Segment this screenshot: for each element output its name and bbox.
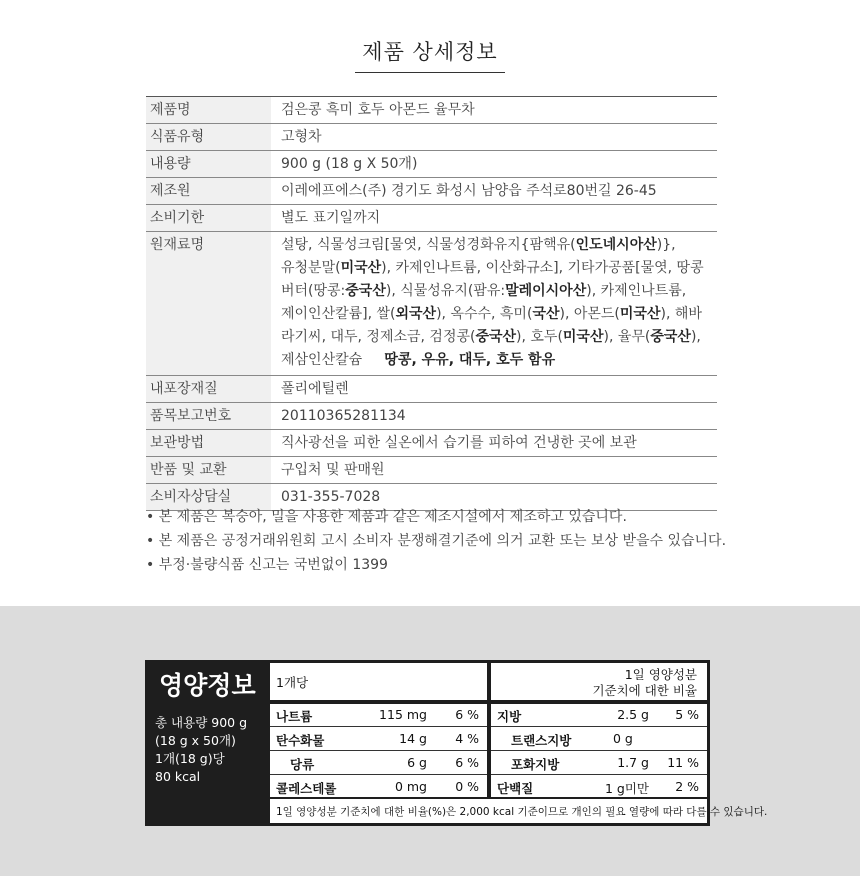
- nutrition-section: [0, 606, 860, 876]
- note-item: • 본 제품은 공정거래위원회 고시 소비자 분쟁해결기준에 의거 교환 또는 보상 받을수 있습니다.: [146, 533, 727, 549]
- per-serving: 1개(18 g)당: [155, 751, 225, 766]
- nutrition-title: 영양정보: [159, 671, 256, 700]
- table-row: [146, 457, 717, 484]
- nutrient-amount: 0 g: [613, 731, 633, 746]
- ingredients-line: 제이인산칼륨], 쌀(외국산), 옥수수, 흑미(국산), 아몬드(미국산), 해바: [281, 306, 702, 322]
- table-row: [146, 178, 717, 205]
- nutrition-right-table: [491, 663, 707, 797]
- row-value: 검은콩 흑미 호두 아몬드 율무차: [271, 97, 717, 124]
- row-value: 이레에프에스(주) 경기도 화성시 남양읍 주석로80번길 26-45: [271, 178, 717, 205]
- nutrient-name: 나트륨: [276, 709, 313, 724]
- nutrient-name: 탄수화물: [276, 733, 325, 748]
- row-value: 직사광선을 피한 실온에서 습기를 피하여 건냉한 곳에 보관: [271, 430, 717, 457]
- row-label: 반품 및 교환: [146, 457, 271, 484]
- nutrient-name: 포화지방: [511, 757, 560, 772]
- ingredients-line: 유청분말(미국산), 카제인나트륨, 이산화규소], 기타가공품[물엿, 땅콩: [281, 260, 704, 276]
- row-label: 소비기한: [146, 205, 271, 232]
- row-label: 식품유형: [146, 124, 271, 151]
- row-label: 내용량: [146, 151, 271, 178]
- nutrient-amount: 2.5 g: [617, 707, 649, 722]
- section-title: 제품 상세정보: [355, 36, 505, 73]
- row-value: 고형차: [271, 124, 717, 151]
- row-value: 폴리에틸렌: [271, 376, 717, 403]
- row-value: 900 g (18 g X 50개): [271, 151, 717, 178]
- nutrient-pct: 5 %: [675, 707, 699, 722]
- row-label: 품목보고번호: [146, 403, 271, 430]
- row-label: 소비자상담실: [146, 484, 271, 511]
- table-row: [146, 124, 717, 151]
- ingredients-line: 설탕, 식물성크림[물엿, 식물성경화유지{팜핵유(인도네시아산)},: [281, 237, 676, 253]
- dv-header: 기준치에 대한 비율: [592, 683, 697, 698]
- nutrient-pct: 0 %: [455, 779, 479, 794]
- nutrient-amount: 1 g미만: [604, 781, 649, 796]
- nutrient-name: 지방: [497, 709, 522, 724]
- total-content: 총 내용량 900 g: [155, 715, 248, 730]
- nutrition-footnote-box: [270, 799, 768, 823]
- nutrient-pct: 6 %: [455, 707, 479, 722]
- row-value: 031-355-7028: [271, 484, 717, 511]
- note-item: • 부정·불량식품 신고는 국번없이 1399: [146, 557, 388, 573]
- ingredients-line: 라기씨, 대두, 정제소금, 검정콩(중국산), 호두(미국산), 율무(중국산),: [281, 329, 701, 345]
- table-row: [146, 205, 717, 232]
- row-label: 내포장재질: [146, 376, 271, 403]
- nutrient-name: 단백질: [497, 781, 534, 796]
- row-label: 원재료명: [146, 232, 271, 376]
- notes-list: [146, 505, 746, 577]
- product-info-table: [146, 96, 717, 511]
- nutrition-label: [145, 660, 768, 826]
- nutrient-amount: 115 mg: [379, 707, 427, 722]
- nutrient-pct: 11 %: [667, 755, 699, 770]
- total-detail: (18 g x 50개): [155, 733, 236, 748]
- allergen-text: 땅콩, 우유, 대두, 호두 함유: [384, 352, 556, 368]
- nutrient-name: 트랜스지방: [511, 733, 572, 748]
- table-row: [146, 376, 717, 403]
- nutrition-left-table: [270, 663, 487, 797]
- table-row: [146, 97, 717, 124]
- row-label: 제품명: [146, 97, 271, 124]
- table-row: [146, 403, 717, 430]
- per-header: 1개당: [276, 675, 309, 690]
- nutrient-name: 당류: [290, 757, 315, 772]
- nutrient-amount: 14 g: [399, 731, 427, 746]
- nutrient-name: 콜레스테롤: [276, 781, 337, 796]
- nutrient-pct: 4 %: [455, 731, 479, 746]
- row-label: 제조원: [146, 178, 271, 205]
- nutrient-pct: 6 %: [455, 755, 479, 770]
- table-row-ingredients: [146, 232, 717, 376]
- row-value: 별도 표기일까지: [271, 205, 717, 232]
- nutrition-footnote: 1일 영양성분 기준치에 대한 비율(%)은 2,000 kcal 기준이므로 개인의 필요 열량에 따라 다를 수 있습니다.: [276, 806, 768, 818]
- nutrient-pct: 2 %: [675, 779, 699, 794]
- calories: 80 kcal: [155, 769, 201, 784]
- ingredients-line: 버터(땅콩:중국산), 식물성유지(팜유:말레이시아산), 카제인나트륨,: [281, 283, 687, 299]
- nutrient-amount: 1.7 g: [617, 755, 649, 770]
- nutrition-serving-info: [155, 714, 247, 786]
- table-row: [146, 430, 717, 457]
- nutrient-amount: 0 mg: [394, 779, 427, 794]
- table-row: [146, 151, 717, 178]
- ingredients-value: [271, 232, 717, 376]
- dv-header: 1일 영양성분: [624, 667, 697, 682]
- row-value: 구입처 및 판매원: [271, 457, 717, 484]
- ingredients-line: 제삼인산칼슘 땅콩, 우유, 대두, 호두 함유: [281, 352, 556, 368]
- nutrient-amount: 6 g: [407, 755, 427, 770]
- row-label: 보관방법: [146, 430, 271, 457]
- note-item: • 본 제품은 복숭아, 밀을 사용한 제품과 같은 제조시설에서 제조하고 있습니다.: [146, 509, 627, 525]
- row-value: 20110365281134: [271, 403, 717, 430]
